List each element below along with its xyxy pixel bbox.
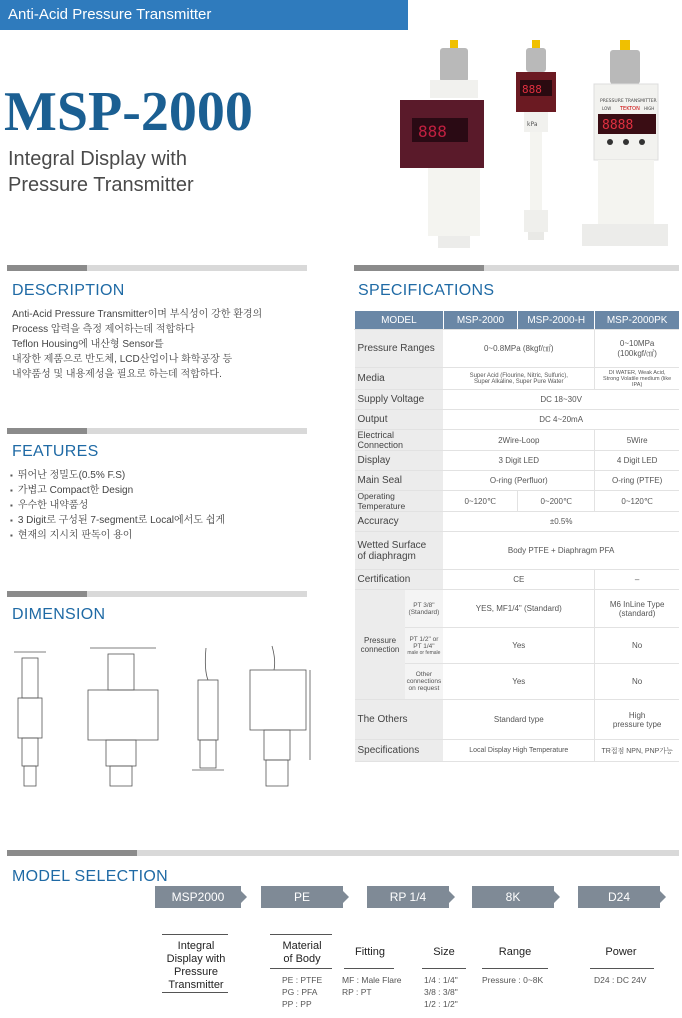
spec-value: [443, 368, 595, 390]
spec-label-line: Pressure: [364, 635, 397, 645]
spec-value-line: DI WATER, Weak Acid,: [608, 369, 666, 376]
selection-options-fitting: [342, 974, 402, 998]
spec-row: [355, 410, 680, 430]
section-divider: [7, 850, 679, 856]
svg-text:888: 888: [522, 83, 542, 96]
spec-row: [355, 471, 680, 491]
option-line: PE : PTFE: [282, 975, 323, 985]
spec-sub-label: [405, 628, 444, 664]
dimension-title: DIMENSION: [12, 606, 106, 623]
option-line: PP : PP: [282, 999, 312, 1009]
product-subtitle: [8, 146, 194, 198]
description-line: 내약품성 및 내용제성을 필요로 하는데 적합하다.: [12, 369, 222, 380]
feature-item: ▪ 뛰어난 정밀도(0.5% F.S): [10, 468, 225, 483]
spec-value: –: [595, 570, 679, 590]
selection-options-power: [594, 974, 646, 986]
transmitter-unit-1: [400, 40, 484, 248]
selection-box-range: 8K: [472, 886, 554, 908]
label-line: Material: [282, 940, 322, 952]
selection-underline: [162, 934, 228, 935]
features-list: [10, 468, 225, 543]
selection-underline: [590, 968, 654, 969]
spec-value: Standard type: [443, 700, 595, 740]
spec-header-row: [355, 311, 680, 330]
spec-label: Certification: [355, 570, 444, 590]
svg-text:888: 888: [418, 122, 447, 141]
spec-value: No: [595, 664, 679, 700]
subtitle-line1: Integral Display with: [8, 148, 187, 170]
spec-col-msp2000pk: MSP-2000PK: [595, 311, 679, 330]
spec-value-line: Super Acid (Flourine, Nitric, Sulfuric),: [469, 372, 568, 379]
svg-text:8888: 8888: [602, 118, 634, 133]
description-line: Process 압력을 측정 제어하는데 적합하다: [12, 324, 195, 335]
option-line: RP : PT: [342, 987, 372, 997]
product-model-title: MSP-2000: [4, 81, 253, 143]
spec-value: O-ring (PTFE): [595, 471, 679, 491]
specifications-table: [354, 311, 679, 762]
selection-label-range: Range: [498, 946, 532, 958]
spec-col-model: MODEL: [355, 311, 444, 330]
spec-value: Local Display High Temperature: [443, 740, 595, 762]
option-line: 3/8 : 3/8": [424, 987, 458, 997]
selection-underline: [162, 992, 228, 993]
product-photo-illustration: [398, 38, 682, 263]
option-line: D24 : DC 24V: [594, 975, 647, 985]
spec-label: Media: [355, 368, 444, 390]
spec-label: Main Seal: [355, 471, 444, 491]
spec-label: Specifications: [355, 740, 444, 762]
category-header: Anti-Acid Pressure Transmitter: [0, 0, 408, 30]
spec-value: DC 18~30V: [443, 390, 679, 410]
sub-line: connections: [406, 678, 442, 685]
spec-value-line: 0~10MPa: [619, 338, 655, 348]
svg-text:TEKTON: TEKTON: [620, 106, 640, 112]
spec-sub-label: [405, 664, 444, 700]
sub-line: PT 1/4": [413, 642, 435, 650]
selection-box-material: PE: [261, 886, 343, 908]
spec-label: [355, 590, 405, 700]
section-divider: [7, 591, 307, 597]
spec-value: O-ring (Perfluor): [443, 471, 595, 491]
spec-value: Body PTFE + Diaphragm PFA: [443, 532, 679, 570]
spec-value: 3 Digit LED: [443, 451, 595, 471]
spec-value: [595, 330, 679, 368]
spec-row: [355, 512, 680, 532]
sub-line: PT 3/8": [413, 601, 435, 609]
svg-text:LOW: LOW: [602, 106, 612, 111]
spec-value-line: (100kgf/㎠): [617, 348, 657, 358]
spec-label-line: of diaphragm: [357, 550, 416, 562]
spec-row: [355, 590, 680, 628]
spec-label: Pressure Ranges: [355, 330, 444, 368]
spec-col-msp2000: MSP-2000: [443, 311, 517, 330]
spec-value-line: (standard): [618, 608, 656, 618]
feature-item: ▪ 3 Digit로 구성된 7-segment로 Local에서도 쉽게: [10, 513, 225, 528]
spec-value: Yes: [443, 628, 595, 664]
selection-box-fitting: RP 1/4: [367, 886, 449, 908]
subtitle-line2: Pressure Transmitter: [8, 174, 194, 196]
selection-box-model: MSP2000: [155, 886, 241, 908]
spec-row: [355, 700, 680, 740]
selection-underline: [344, 968, 394, 969]
description-body: [12, 307, 302, 382]
svg-text:PRESSURE TRANSMITTER: PRESSURE TRANSMITTER: [600, 99, 657, 104]
sub-line: Other: [415, 671, 433, 678]
label-line: Pressure: [173, 966, 219, 978]
spec-label: Operating Temperature: [355, 491, 444, 512]
spec-label: [355, 532, 444, 570]
spec-label: Accuracy: [355, 512, 444, 532]
spec-row: [355, 368, 680, 390]
selection-label-model: [160, 940, 232, 992]
description-line: Anti-Acid Pressure Transmitter이며 부식성이 강한 환경의: [12, 309, 263, 320]
spec-sub-label: [405, 590, 444, 628]
selection-options-size: [424, 974, 458, 1010]
spec-value: 0~0.8MPa (8kgf/㎠): [443, 330, 595, 368]
description-title: DESCRIPTION: [12, 282, 125, 299]
spec-label: Display: [355, 451, 444, 471]
spec-value: TR접점 NPN, PNP가능: [595, 740, 679, 762]
spec-row: [355, 740, 680, 762]
spec-value-line: Super Alkaline, Super Pure Water: [474, 378, 564, 385]
spec-value-line: pressure type: [612, 719, 662, 729]
selection-label-size: Size: [433, 946, 455, 958]
description-line: 내장한 제품으로 반도체, LCD산업이나 화학공장 등: [12, 354, 233, 365]
feature-item: ▪ 현재의 지시치 판독이 용이: [10, 528, 225, 543]
section-divider: [354, 265, 679, 271]
dimension-drawings: [10, 640, 330, 800]
label-line: of Body: [283, 953, 321, 965]
spec-row: [355, 430, 680, 451]
spec-value-line: Strong Volatile medium (like IPA): [603, 375, 672, 388]
spec-row: [355, 451, 680, 471]
spec-value: ±0.5%: [443, 512, 679, 532]
sub-line: male or female: [407, 649, 441, 656]
spec-row: [355, 570, 680, 590]
description-line: Teflon Housing에 내산형 Sensor를: [12, 339, 164, 350]
option-line: PG : PFA: [282, 987, 318, 997]
spec-label: Output: [355, 410, 444, 430]
spec-value: No: [595, 628, 679, 664]
selection-box-power: D24: [578, 886, 660, 908]
transmitter-unit-2: [516, 40, 556, 240]
svg-text:kPa: kPa: [527, 121, 538, 128]
selection-underline: [270, 968, 332, 969]
selection-underline: [270, 934, 332, 935]
selection-label-power: Power: [605, 946, 637, 958]
selection-label-fitting: Fitting: [355, 946, 385, 958]
option-line: 1/4 : 1/4": [424, 975, 458, 985]
spec-value-line: High: [628, 710, 646, 720]
label-line: Integral: [177, 940, 215, 952]
sub-line: on request: [408, 685, 440, 692]
spec-value: Yes: [443, 664, 595, 700]
spec-label: Supply Voltage: [355, 390, 444, 410]
spec-value: 0~120℃: [443, 491, 517, 512]
selection-options-material: [282, 974, 322, 1010]
feature-item: ▪ 우수한 내약품성: [10, 498, 225, 513]
spec-value: 0~120℃: [595, 491, 679, 512]
spec-row: [355, 390, 680, 410]
svg-text:HIGH: HIGH: [644, 106, 655, 111]
spec-value: [595, 700, 679, 740]
section-divider: [7, 265, 307, 271]
dimension-drawing-illustration: [10, 640, 330, 800]
specifications-title: SPECIFICATIONS: [358, 282, 495, 299]
spec-value: 2Wire-Loop: [443, 430, 595, 451]
spec-value: 4 Digit LED: [595, 451, 679, 471]
features-title: FEATURES: [12, 443, 99, 460]
spec-value: [595, 368, 679, 390]
spec-label-line: connection: [360, 644, 400, 654]
spec-col-msp2000h: MSP-2000-H: [518, 311, 595, 330]
spec-value: [595, 590, 679, 628]
option-line: Pressure : 0~8K: [482, 975, 544, 985]
spec-row: [355, 532, 680, 570]
spec-row: [355, 330, 680, 368]
sub-line: PT 1/2" or: [409, 635, 439, 643]
spec-value: 5Wire: [595, 430, 679, 451]
transmitter-unit-3: [582, 40, 668, 246]
option-line: MF : Male Flare: [342, 975, 402, 985]
selection-label-material: [272, 940, 332, 966]
model-selection-title: MODEL SELECTION: [12, 868, 168, 885]
spec-row: [355, 491, 680, 512]
selection-options-range: [482, 974, 543, 986]
selection-underline: [422, 968, 466, 969]
spec-label: The Others: [355, 700, 444, 740]
label-line: Transmitter: [168, 979, 224, 991]
product-images: [398, 38, 682, 263]
spec-value: DC 4~20mA: [443, 410, 679, 430]
sub-line: (Standard): [408, 608, 440, 616]
feature-item: ▪ 가볍고 Compact한 Design: [10, 483, 225, 498]
spec-value: 0~200℃: [518, 491, 595, 512]
spec-value: YES, MF1/4" (Standard): [443, 590, 595, 628]
spec-value-line: M6 InLine Type: [609, 599, 665, 609]
label-line: Display with: [166, 953, 226, 965]
spec-value: CE: [443, 570, 595, 590]
selection-underline: [482, 968, 548, 969]
section-divider: [7, 428, 307, 434]
spec-label: Electrical Connection: [355, 430, 444, 451]
option-line: 1/2 : 1/2": [424, 999, 458, 1009]
spec-label-line: Wetted Surface: [357, 539, 427, 551]
